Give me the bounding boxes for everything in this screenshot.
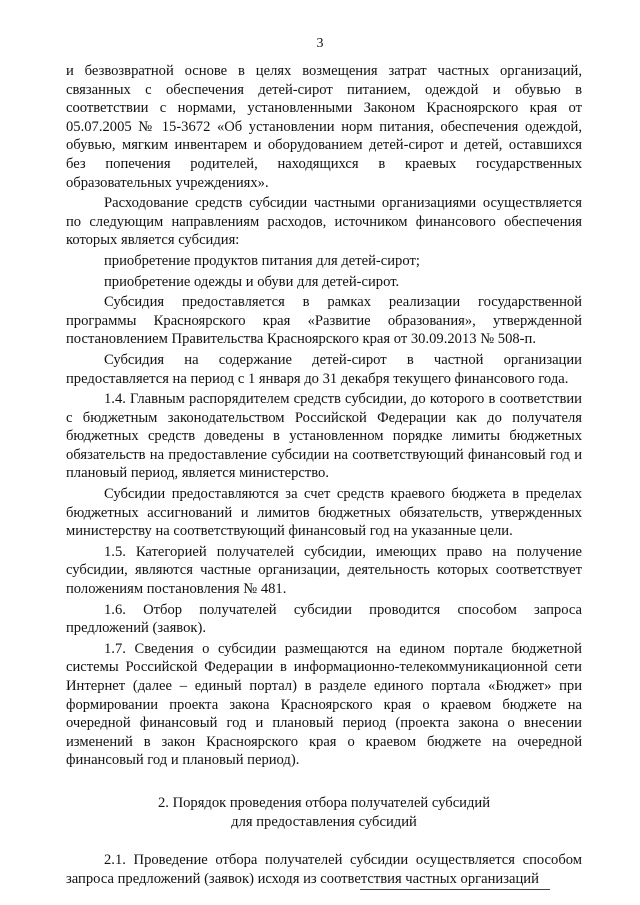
paragraph: 1.6. Отбор получателей субсидии проводится способом запроса предложений (заявок). [66, 601, 582, 637]
page-number: 3 [316, 36, 324, 51]
section-heading-line: 2. Порядок проведения отбора получателей субсидий [157, 794, 491, 811]
paragraph: 1.7. Сведения о субсидии размещаются на едином портале бюджетной системы Российской Федерации в информационно-телекоммуникационной сети Интернет (далее – единый портал) в разделе единого портала «Бюджет» при формировании проекта закона Красноярского края о краевом бюджете на очередной финансовый год и плановый период (проекта закона о внесении изменений в закон Красноярского края о краевом бюджете на очередной финансовый год и плановый период). [66, 640, 582, 769]
footer-rule [360, 889, 550, 890]
paragraph: и безвозвратной основе в целях возмещения затрат частных организаций, связанных с обеспечения детей-сирот питанием, одеждой и обувью в соответствии с нормами, установленными Законом Красноярского края от 05.07.2005 № 15-3672 «Об установлении норм питания, обеспечения одеждой, обувью, мягким инвентарем и оборудованием детей-сирот и детей, оставшихся без попечения родителей, находящихся в краевых государственных образовательных учреждениях». [66, 63, 582, 191]
paragraph: приобретение продуктов питания для детей-сирот; [104, 252, 420, 269]
paragraph: 1.5. Категорией получателей субсидии, имеющих право на получение субсидии, являются частные организации, деятельность которых соответствует положениям постановления № 481. [66, 543, 582, 598]
paragraph: Расходование средств субсидии частными организациями осуществляется по следующим направлениям расходов, источником финансового обеспечения которых является субсидия: [66, 195, 582, 249]
paragraph: 1.4. Главным распорядителем средств субсидии, до которого в соответствии с бюджетным законодательством Российской Федерации как до получателя бюджетных средств доведены в установленном порядке лимиты бюджетных обязательств на предоставление субсидии на соответствующий финансовый год и плановый период, является министерство. [66, 391, 582, 482]
section-heading [66, 794, 582, 831]
paragraph: Субсидии предоставляются за счет средств краевого бюджета в пределах бюджетных ассигнований и лимитов бюджетных обязательств, утвержденных министерству на соответствующий финансовый год на указанные цели. [66, 486, 582, 540]
document-body [66, 62, 582, 888]
paragraph: 2.1. Проведение отбора получателей субсидии осуществляется способом запроса предложений (заявок) исходя из соответствия частных организаций [66, 852, 582, 887]
paragraph: Субсидия предоставляется в рамках реализации государственной программы Красноярского края «Развитие образования», утвержденной постановлением Правительства Красноярского края от 30.09.2013 № 508-п. [66, 294, 582, 348]
section-heading-line: для предоставления субсидий [231, 813, 417, 830]
paragraph: Субсидия на содержание детей-сирот в частной организации предоставляется на период с 1 января до 31 декабря текущего финансового года. [66, 351, 582, 387]
paragraph: приобретение одежды и обуви для детей-сирот. [104, 273, 400, 290]
